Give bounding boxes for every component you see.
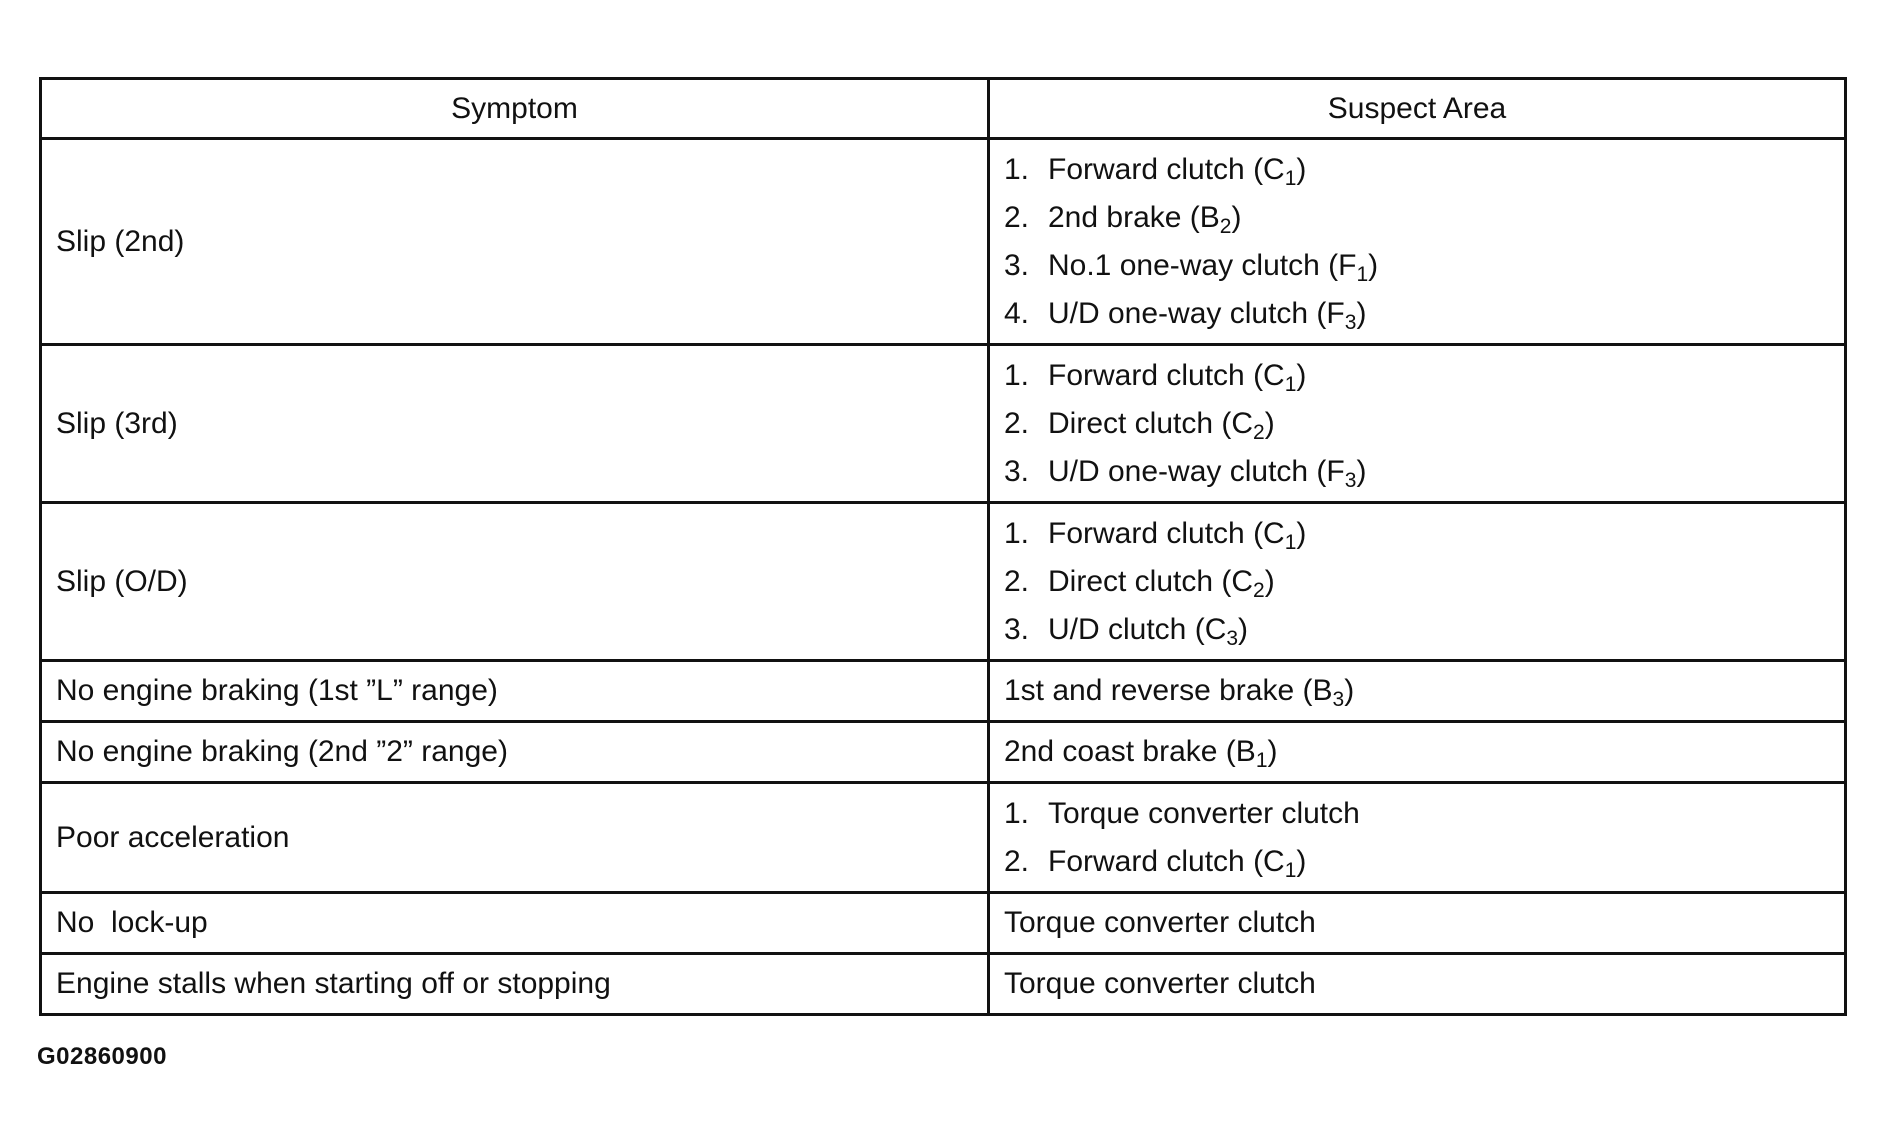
item-number: 1.	[1004, 152, 1030, 186]
list-item	[1004, 558, 1830, 606]
symptom-cell: Poor acceleration	[41, 783, 989, 893]
symptom-cell: No engine braking (2nd ”2” range)	[41, 722, 989, 783]
item-suffix: )	[1296, 516, 1307, 550]
list-item	[1004, 400, 1830, 448]
suspect-area-cell	[989, 661, 1846, 722]
list-item	[1004, 606, 1830, 654]
table-row	[41, 722, 1846, 783]
item-subscript: 2	[1253, 420, 1265, 444]
item-text: 2nd brake (B	[1048, 200, 1220, 234]
symptom-table	[39, 77, 1847, 1016]
item-suffix: )	[1231, 200, 1242, 234]
table-row	[41, 345, 1846, 503]
suspect-area-cell	[989, 954, 1846, 1015]
item-suffix: )	[1296, 844, 1307, 878]
item-suffix: )	[1368, 248, 1379, 282]
list-item	[1004, 194, 1830, 242]
item-suffix: )	[1344, 674, 1355, 707]
item-subscript: 3	[1332, 688, 1345, 711]
suspect-area-list	[1004, 790, 1830, 886]
table-row	[41, 661, 1846, 722]
suspect-area-cell	[989, 893, 1846, 954]
list-item	[1004, 290, 1830, 338]
item-subscript: 1	[1284, 372, 1297, 396]
item-number: 2.	[1004, 564, 1030, 598]
symptom-cell: Slip (O/D)	[41, 503, 989, 661]
item-suffix: )	[1296, 358, 1307, 392]
item-number: 1.	[1004, 358, 1030, 392]
table-header-row	[41, 79, 1846, 139]
symptom-cell: No engine braking (1st ”L” range)	[41, 661, 989, 722]
table-row	[41, 954, 1846, 1015]
table-row	[41, 783, 1846, 893]
item-text: Forward clutch (C	[1048, 358, 1285, 392]
item-subscript: 1	[1255, 749, 1268, 772]
item-number: 3.	[1004, 612, 1030, 646]
item-subscript: 3	[1344, 468, 1357, 492]
table-row	[41, 139, 1846, 345]
item-subscript: 3	[1226, 626, 1239, 650]
item-subscript: 2	[1219, 214, 1232, 238]
item-subscript: 1	[1284, 530, 1297, 554]
list-item	[1004, 838, 1830, 886]
item-text: U/D one-way clutch (F	[1048, 454, 1345, 488]
item-subscript: 3	[1344, 310, 1357, 334]
item-subscript: 2	[1253, 578, 1265, 602]
item-text: Torque converter clutch	[1004, 906, 1316, 939]
item-text: Torque converter clutch	[1004, 967, 1316, 1000]
item-subscript: 1	[1284, 858, 1297, 882]
item-suffix: )	[1238, 612, 1249, 646]
item-number: 1.	[1004, 516, 1030, 550]
item-number: 2.	[1004, 200, 1030, 234]
list-item	[1004, 790, 1830, 838]
list-item	[1004, 448, 1830, 496]
suspect-area-cell	[989, 345, 1846, 503]
item-suffix: )	[1296, 152, 1307, 186]
symptom-cell: Slip (3rd)	[41, 345, 989, 503]
item-suffix: )	[1356, 454, 1367, 488]
item-number: 2.	[1004, 844, 1030, 878]
item-text: Torque converter clutch	[1048, 796, 1360, 830]
item-text: Direct clutch (C	[1048, 406, 1254, 440]
list-item	[1004, 510, 1830, 558]
table-row	[41, 893, 1846, 954]
table-row	[41, 503, 1846, 661]
item-number: 4.	[1004, 296, 1030, 330]
item-text: Forward clutch (C	[1048, 844, 1285, 878]
item-text: Direct clutch (C	[1048, 564, 1254, 598]
item-suffix: )	[1264, 564, 1275, 598]
item-suffix: )	[1267, 735, 1278, 768]
figure-id: G02860900	[37, 1043, 167, 1070]
symptom-cell: No lock-up	[41, 893, 989, 954]
item-subscript: 1	[1356, 262, 1369, 286]
list-item	[1004, 242, 1830, 290]
item-text: 2nd coast brake (B	[1004, 735, 1256, 768]
symptom-cell: Slip (2nd)	[41, 139, 989, 345]
item-number: 1.	[1004, 796, 1030, 830]
suspect-area-cell	[989, 722, 1846, 783]
item-suffix: )	[1356, 296, 1367, 330]
list-item	[1004, 146, 1830, 194]
suspect-area-cell	[989, 783, 1846, 893]
item-text: Forward clutch (C	[1048, 516, 1285, 550]
suspect-area-list	[1004, 146, 1830, 338]
item-text: U/D one-way clutch (F	[1048, 296, 1345, 330]
item-number: 3.	[1004, 248, 1030, 282]
item-subscript: 1	[1284, 166, 1297, 190]
suspect-area-list	[1004, 510, 1830, 654]
item-text: Forward clutch (C	[1048, 152, 1285, 186]
suspect-area-list	[1004, 352, 1830, 496]
item-suffix: )	[1264, 406, 1275, 440]
item-text: U/D clutch (C	[1048, 612, 1227, 646]
item-number: 3.	[1004, 454, 1030, 488]
header-symptom: Symptom	[41, 79, 989, 139]
item-number: 2.	[1004, 406, 1030, 440]
suspect-area-cell	[989, 139, 1846, 345]
item-text: No.1 one-way clutch (F	[1048, 248, 1357, 282]
symptom-cell: Engine stalls when starting off or stopping	[41, 954, 989, 1015]
header-suspect-area: Suspect Area	[989, 79, 1846, 139]
item-text: 1st and reverse brake (B	[1004, 674, 1333, 707]
list-item	[1004, 352, 1830, 400]
suspect-area-cell	[989, 503, 1846, 661]
